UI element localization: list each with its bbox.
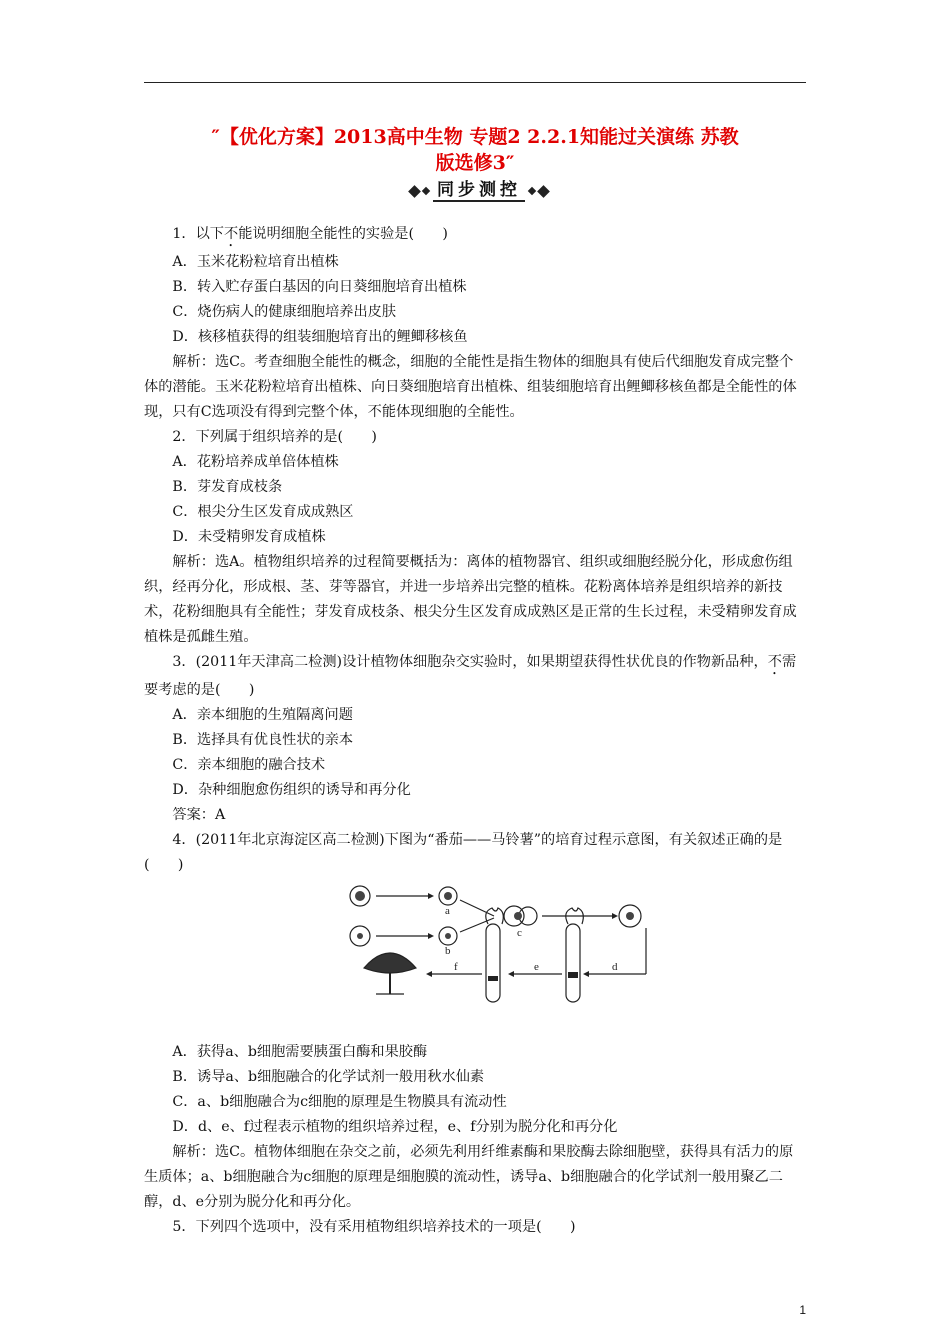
option: A．获得a、b细胞需要胰蛋白酶和果胶酶 [172, 1044, 428, 1060]
test-tube-icon [566, 924, 580, 1002]
label-b: b [445, 945, 451, 957]
page-number: 1 [799, 1303, 806, 1317]
option: D．未受精卵发育成植株 [172, 529, 326, 545]
question-2-stem: 2．下列属于组织培养的是( ) [172, 429, 377, 445]
label-d: d [612, 961, 618, 973]
nucleus-icon [355, 891, 365, 901]
answer: 答案：A [172, 807, 226, 823]
option: C．烧伤病人的健康细胞培养出皮肤 [172, 304, 397, 320]
diamond-icon [408, 185, 421, 198]
label-a: a [445, 905, 450, 917]
label-c: c [517, 927, 522, 939]
option: B．诱导a、b细胞融合的化学试剂一般用秋水仙素 [172, 1069, 485, 1085]
option: A．花粉培养成单倍体植株 [172, 454, 339, 470]
option: B．芽发育成枝条 [172, 479, 283, 495]
diagram-svg [344, 884, 794, 1032]
diamond-icon [537, 185, 550, 198]
section-banner [364, 180, 594, 202]
label-f: f [454, 961, 458, 973]
option: C．根尖分生区发育成成熟区 [172, 504, 354, 520]
option: D．核移植获得的组装细胞培育出的鲤鲫移核鱼 [172, 329, 468, 345]
option: B．选择具有优良性状的亲本 [172, 732, 354, 748]
banner-text: 同步测控 [433, 180, 525, 202]
label-e: e [534, 961, 539, 973]
document-body [144, 222, 806, 1240]
option: C．亲本细胞的融合技术 [172, 757, 326, 773]
diamond-icon [528, 187, 536, 195]
fusion-diagram [144, 884, 806, 1032]
diamond-icon [422, 187, 430, 195]
analysis: 解析：选C。植物体细胞在杂交之前，必须先利用纤维素酶和果胶酶去除细胞壁，获得具有活力的原生质体；a、b细胞融合为c细胞的原理是细胞膜的流动性，诱导a、b细胞融合的化学试剂一般用聚乙二醇，d、e分别为脱分化和再分化。 [144, 1144, 794, 1210]
option: A．玉米花粉粒培育出植株 [172, 254, 339, 270]
question-5-stem: 5．下列四个选项中，没有采用植物组织培养技术的一项是( ) [172, 1219, 576, 1235]
option: B．转入贮存蛋白基因的向日葵细胞培育出植株 [172, 279, 467, 295]
option: D．d、e、f过程表示植物的组织培养过程，e、f分别为脱分化和再分化 [172, 1119, 618, 1135]
question-3-stem: 3．(2011年天津高二检测)设计植物体细胞杂交实验时，如果期望获得性状优良的作物新品种，不需要考虑的是( ) [144, 654, 797, 698]
doc-title-line2: 版选修3″ [435, 152, 515, 174]
question-1-stem: 1．以下不能说明细胞全能性的实验是( ) [172, 226, 448, 242]
option: A．亲本细胞的生殖隔离问题 [172, 707, 353, 723]
question-4-stem: 4．(2011年北京海淀区高二检测)下图为“番茄——马铃薯”的培育过程示意图，有关叙述正确的是( ) [144, 832, 783, 873]
header-rule [144, 82, 806, 83]
analysis: 解析：选C。考查细胞全能性的概念，细胞的全能性是指生物体的细胞具有使后代细胞发育成完整个体的潜能。玉米花粉粒培育出植株、向日葵细胞培育出植株、组装细胞培育出鲤鲫移核鱼都是全能性的体现，只有C选项没有得到完整个体，不能体现细胞的全能性。 [144, 354, 797, 420]
analysis: 解析：选A。植物组织培养的过程简要概括为：离体的植物器官、组织或细胞经脱分化，形成愈伤组织，经再分化，形成根、茎、芽等器官，并进一步培养出完整的植株。花粉离体培养是组织培养的新技术，花粉细胞具有全能性；芽发育成枝条、根尖分生区发育成成熟区是正常的生长过程，未受精卵发育成植株是孤雌生殖。 [144, 554, 797, 645]
test-tube-icon [486, 924, 500, 1002]
doc-title-line1: ″【优化方案】2013高中生物 专题2 2.2.1知能过关演练 苏教 [211, 126, 739, 148]
option: C．a、b细胞融合为c细胞的原理是生物膜具有流动性 [172, 1094, 507, 1110]
option: D．杂种细胞愈伤组织的诱导和再分化 [172, 782, 411, 798]
